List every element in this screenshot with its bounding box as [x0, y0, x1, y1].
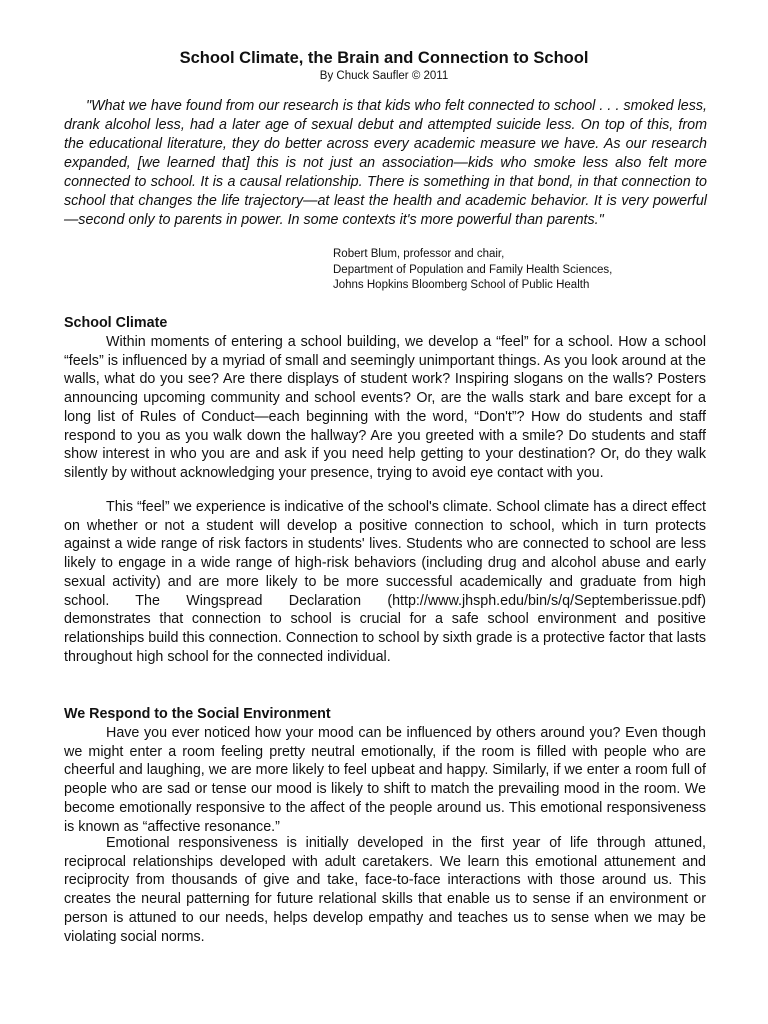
- document-byline: By Chuck Saufler © 2011: [319, 70, 449, 82]
- attribution-line: Johns Hopkins Bloomberg School of Public Health: [333, 279, 590, 291]
- section-heading-school-climate: School Climate: [64, 315, 168, 331]
- document-title: School Climate, the Brain and Connection to School: [179, 49, 589, 67]
- attribution-line: Department of Population and Family Health Sciences,: [333, 263, 613, 276]
- paragraph: This “feel” we experience is indicative of the school's climate. School climate has a direct effect on whether or not a student will develop a positive connection to school, which in turn protects against a wide range of risk factors in students' lives. Students who are connected to school are less likely to engage in a wide range of high-risk behaviors (including drug and alcohol abuse and early sexual activity) and are more likely to be more successful academically and graduate from high school. The Wingspread Declaration (http://www.jhsph.edu/bin/s/q/Septemberissue.pdf) demonstrates that connection to school is crucial for a safe school environment and positive relationships build this connection. Connection to school by sixth grade is a protective factor that lasts throughout high school for the connected individual.: [64, 499, 706, 665]
- paragraph: Within moments of entering a school building, we develop a “feel” for a school. How a school “feels” is influenced by a myriad of small and seemingly unimportant things. As you look around at the walls, what do you see? Are there displays of student work? Inspiring slogans on the walls? Posters announcing upcoming community and school events? Or, are the walls stark and bare except for a long list of Rules of Conduct—each beginning with the word, “Don't”? How do students and staff respond to you as you walk down the hallway? Are you greeted with a smile? Do students and staff show interest in who you are and ask if you need help getting to your destination? Or, do they walk silently by without acknowledging your presence, trying to avoid eye contact with you.: [64, 334, 706, 481]
- paragraph: Emotional responsiveness is initially developed in the first year of life through attuned, reciprocal relationships developed with adult caretakers. We learn this emotional attunement and reciprocity from thousands of give and take, face-to-face interactions with those around us. This creates the neural patterning for future relational skills that enable us to sense if an environment or person is attuned to our needs, helps develop empathy and teaches us to sense when we may be violating social norms.: [64, 835, 706, 945]
- opening-quote: "What we have found from our research is that kids who felt connected to school . . . smoked less, drank alcohol less, had a later age of sexual debut and attempted suicide less. On top of this, from the educational literature, they do better across every academic measure we have. As our research expanded, [we learned that] this is not just an association—kids who smoke less also felt more connected to school. It is a causal relationship. There is something in that bond, in that connection to school that changes the life trajectory—at least the health and academic behavior. It is very powerful—second only to parents in power. In some contexts it's more powerful than parents.": [64, 98, 707, 228]
- paragraph: Have you ever noticed how your mood can be influenced by others around you? Even though we might enter a room feeling pretty neutral emotionally, if the room is filled with people who are cheerful and laughing, we are more likely to feel upbeat and happy. Similarly, if we enter a room full of people who are sad or tense our mood is likely to shift to match the prevailing mood in the room. We become emotionally responsive to the affect of the people around us. This emotional responsiveness is known as “affective resonance.”: [64, 725, 706, 835]
- quote-attribution: [333, 247, 693, 294]
- section-heading-social-environment: We Respond to the Social Environment: [64, 706, 331, 722]
- attribution-line: Robert Blum, professor and chair,: [333, 248, 505, 260]
